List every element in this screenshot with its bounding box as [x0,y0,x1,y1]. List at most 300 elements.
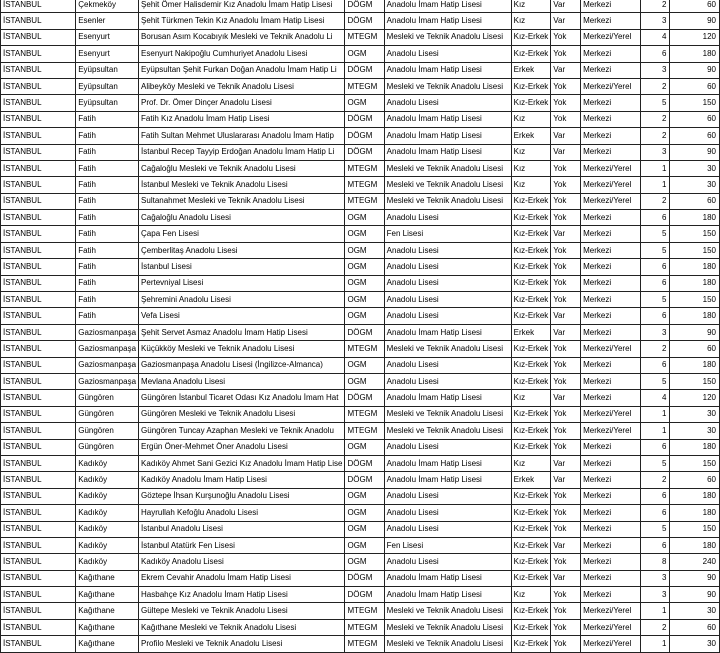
quota-cell: 180 [670,488,720,504]
directorate-cell: MTEGM [345,78,384,94]
school-type-cell: Mesleki ve Teknik Anadolu Lisesi [384,177,511,193]
school-type-cell: Anadolu İmam Hatip Lisesi [384,13,511,29]
school-type-cell: Anadolu Lisesi [384,439,511,455]
school-name-cell: Kadıköy Ahmet Sani Gezici Kız Anadolu İmam Hatip Lise [139,455,345,471]
district-cell: Kadıköy [76,455,139,471]
district-cell: Fatih [76,259,139,275]
province-cell: İSTANBUL [1,292,76,308]
class-count-cell: 3 [640,570,670,586]
school-type-cell: Anadolu Lisesi [384,373,511,389]
school-name-cell: Kağıthane Mesleki ve Teknik Anadolu Lisesi [139,619,345,635]
district-cell: Eyüpsultan [76,95,139,111]
province-cell: İSTANBUL [1,29,76,45]
directorate-cell: OGM [345,46,384,62]
table-row [1,423,720,439]
class-count-cell: 3 [640,324,670,340]
quota-cell: 90 [670,570,720,586]
placement-cell: Merkezi/Yerel [581,78,641,94]
table-row [1,242,720,258]
dormitory-cell: Yok [551,341,581,357]
placement-cell: Merkezi [581,259,641,275]
quota-cell: 90 [670,144,720,160]
table-row [1,29,720,45]
quota-cell: 150 [670,292,720,308]
province-cell: İSTANBUL [1,275,76,291]
district-cell: Güngören [76,439,139,455]
placement-cell: Merkezi [581,505,641,521]
dormitory-cell: Var [551,570,581,586]
quota-cell: 60 [670,619,720,635]
table-row [1,455,720,471]
gender-cell: Erkek [511,128,551,144]
school-type-cell: Fen Lisesi [384,537,511,553]
class-count-cell: 6 [640,275,670,291]
school-name-cell: Çapa Fen Lisesi [139,226,345,242]
dormitory-cell: Yok [551,505,581,521]
district-cell: Kadıköy [76,554,139,570]
directorate-cell: DÖGM [345,111,384,127]
gender-cell: Kız-Erkek [511,193,551,209]
directorate-cell: DÖGM [345,13,384,29]
province-cell: İSTANBUL [1,111,76,127]
class-count-cell: 2 [640,78,670,94]
table-row [1,373,720,389]
school-type-cell: Mesleki ve Teknik Anadolu Lisesi [384,423,511,439]
table-row [1,603,720,619]
province-cell: İSTANBUL [1,505,76,521]
province-cell: İSTANBUL [1,308,76,324]
dormitory-cell: Yok [551,521,581,537]
directorate-cell: OGM [345,357,384,373]
province-cell: İSTANBUL [1,521,76,537]
dormitory-cell: Yok [551,488,581,504]
placement-cell: Merkezi [581,210,641,226]
gender-cell: Kız-Erkek [511,46,551,62]
school-type-cell: Anadolu Lisesi [384,95,511,111]
district-cell: Fatih [76,193,139,209]
dormitory-cell: Var [551,390,581,406]
placement-cell: Merkezi [581,455,641,471]
dormitory-cell: Yok [551,636,581,652]
dormitory-cell: Yok [551,619,581,635]
quota-cell: 60 [670,111,720,127]
dormitory-cell: Var [551,13,581,29]
district-cell: Fatih [76,242,139,258]
dormitory-cell: Yok [551,373,581,389]
province-cell: İSTANBUL [1,62,76,78]
gender-cell: Kız-Erkek [511,29,551,45]
directorate-cell: DÖGM [345,128,384,144]
province-cell: İSTANBUL [1,570,76,586]
directorate-cell: MTEGM [345,160,384,176]
directorate-cell: OGM [345,308,384,324]
district-cell: Güngören [76,406,139,422]
school-name-cell: Güngören Tuncay Azaphan Mesleki ve Teknik Anadolu [139,423,345,439]
directorate-cell: OGM [345,521,384,537]
table-row [1,587,720,603]
province-cell: İSTANBUL [1,95,76,111]
class-count-cell: 5 [640,455,670,471]
placement-cell: Merkezi/Yerel [581,193,641,209]
dormitory-cell: Var [551,308,581,324]
class-count-cell: 2 [640,128,670,144]
quota-cell: 90 [670,62,720,78]
dormitory-cell: Yok [551,603,581,619]
school-type-cell: Anadolu İmam Hatip Lisesi [384,472,511,488]
school-name-cell: Sultanahmet Mesleki ve Teknik Anadolu Lisesi [139,193,345,209]
dormitory-cell: Yok [551,193,581,209]
directorate-cell: MTEGM [345,341,384,357]
placement-cell: Merkezi [581,95,641,111]
school-name-cell: Kadıköy Anadolu Lisesi [139,554,345,570]
province-cell: İSTANBUL [1,390,76,406]
district-cell: Gaziosmanpaşa [76,373,139,389]
gender-cell: Kız [511,13,551,29]
gender-cell: Erkek [511,324,551,340]
placement-cell: Merkezi [581,390,641,406]
district-cell: Fatih [76,226,139,242]
dormitory-cell: Yok [551,587,581,603]
quota-cell: 30 [670,423,720,439]
quota-cell: 60 [670,193,720,209]
district-cell: Kağıthane [76,587,139,603]
gender-cell: Kız-Erkek [511,570,551,586]
gender-cell: Erkek [511,62,551,78]
school-name-cell: İstanbul Atatürk Fen Lisesi [139,537,345,553]
dormitory-cell: Yok [551,259,581,275]
placement-cell: Merkezi [581,357,641,373]
province-cell: İSTANBUL [1,259,76,275]
district-cell: Fatih [76,308,139,324]
district-cell: Kağıthane [76,636,139,652]
school-name-cell: Prof. Dr. Ömer Dinçer Anadolu Lisesi [139,95,345,111]
school-name-cell: İstanbul Anadolu Lisesi [139,521,345,537]
table-row [1,505,720,521]
quota-cell: 60 [670,128,720,144]
province-cell: İSTANBUL [1,78,76,94]
dormitory-cell: Yok [551,357,581,373]
gender-cell: Kız-Erkek [511,439,551,455]
district-cell: Eyüpsultan [76,78,139,94]
gender-cell: Kız-Erkek [511,357,551,373]
province-cell: İSTANBUL [1,210,76,226]
school-name-cell: Cağaloğlu Anadolu Lisesi [139,210,345,226]
directorate-cell: OGM [345,373,384,389]
gender-cell: Kız-Erkek [511,210,551,226]
dormitory-cell: Yok [551,423,581,439]
placement-cell: Merkezi [581,521,641,537]
placement-cell: Merkezi/Yerel [581,406,641,422]
placement-cell: Merkezi [581,111,641,127]
placement-cell: Merkezi [581,46,641,62]
quota-cell: 90 [670,13,720,29]
dormitory-cell: Yok [551,292,581,308]
dormitory-cell: Yok [551,210,581,226]
dormitory-cell: Yok [551,177,581,193]
district-cell: Kadıköy [76,505,139,521]
table-row [1,111,720,127]
district-cell: Fatih [76,111,139,127]
placement-cell: Merkezi/Yerel [581,160,641,176]
school-type-cell: Anadolu İmam Hatip Lisesi [384,587,511,603]
school-type-cell: Anadolu Lisesi [384,554,511,570]
school-type-cell: Anadolu Lisesi [384,521,511,537]
table-row [1,357,720,373]
placement-cell: Merkezi/Yerel [581,603,641,619]
table-row [1,636,720,652]
dormitory-cell: Yok [551,111,581,127]
class-count-cell: 5 [640,521,670,537]
quota-cell: 180 [670,537,720,553]
province-cell: İSTANBUL [1,357,76,373]
placement-cell: Merkezi [581,242,641,258]
directorate-cell: OGM [345,226,384,242]
school-name-cell: Çemberlitaş Anadolu Lisesi [139,242,345,258]
class-count-cell: 2 [640,193,670,209]
dormitory-cell: Yok [551,406,581,422]
district-cell: Fatih [76,128,139,144]
province-cell: İSTANBUL [1,455,76,471]
placement-cell: Merkezi [581,472,641,488]
school-name-cell: Pertevniyal Lisesi [139,275,345,291]
school-type-cell: Anadolu İmam Hatip Lisesi [384,390,511,406]
province-cell: İSTANBUL [1,144,76,160]
dormitory-cell: Yok [551,78,581,94]
class-count-cell: 3 [640,62,670,78]
directorate-cell: OGM [345,292,384,308]
table-row [1,292,720,308]
directorate-cell: OGM [345,275,384,291]
directorate-cell: OGM [345,242,384,258]
quota-cell: 150 [670,226,720,242]
table-row [1,406,720,422]
directorate-cell: MTEGM [345,177,384,193]
school-type-cell: Anadolu Lisesi [384,242,511,258]
province-cell: İSTANBUL [1,472,76,488]
class-count-cell: 4 [640,390,670,406]
dormitory-cell: Yok [551,275,581,291]
placement-cell: Merkezi [581,439,641,455]
district-cell: Çekmeköy [76,0,139,13]
gender-cell: Kız-Erkek [511,95,551,111]
district-cell: Gaziosmanpaşa [76,357,139,373]
gender-cell: Kız-Erkek [511,259,551,275]
province-cell: İSTANBUL [1,554,76,570]
dormitory-cell: Yok [551,160,581,176]
province-cell: İSTANBUL [1,341,76,357]
placement-cell: Merkezi [581,373,641,389]
district-cell: Kağıthane [76,570,139,586]
province-cell: İSTANBUL [1,177,76,193]
placement-cell: Merkezi [581,128,641,144]
school-name-cell: Kadıköy Anadolu İmam Hatip Lisesi [139,472,345,488]
dormitory-cell: Yok [551,95,581,111]
gender-cell: Kız-Erkek [511,505,551,521]
province-cell: İSTANBUL [1,636,76,652]
table-row [1,439,720,455]
province-cell: İSTANBUL [1,128,76,144]
province-cell: İSTANBUL [1,13,76,29]
district-cell: Esenyurt [76,29,139,45]
directorate-cell: MTEGM [345,193,384,209]
school-name-cell: Gültepe Mesleki ve Teknik Anadolu Lisesi [139,603,345,619]
district-cell: Eyüpsultan [76,62,139,78]
quota-cell: 180 [670,439,720,455]
gender-cell: Kız-Erkek [511,292,551,308]
class-count-cell: 6 [640,308,670,324]
quota-cell: 60 [670,341,720,357]
gender-cell: Kız-Erkek [511,226,551,242]
school-name-cell: Fatih Kız Anadolu İmam Hatip Lisesi [139,111,345,127]
school-name-cell: Güngören İstanbul Ticaret Odası Kız Anadolu İmam Hat [139,390,345,406]
table-row [1,193,720,209]
gender-cell: Kız-Erkek [511,78,551,94]
school-type-cell: Anadolu Lisesi [384,505,511,521]
class-count-cell: 5 [640,95,670,111]
district-cell: Kadıköy [76,472,139,488]
school-name-cell: Şehit Ömer Halisdemir Kız Anadolu İmam Hatip Lisesi [139,0,345,13]
dormitory-cell: Yok [551,46,581,62]
table-row [1,144,720,160]
placement-cell: Merkezi/Yerel [581,636,641,652]
school-type-cell: Anadolu İmam Hatip Lisesi [384,144,511,160]
quota-cell: 180 [670,275,720,291]
directorate-cell: MTEGM [345,29,384,45]
gender-cell: Kız [511,160,551,176]
gender-cell: Kız-Erkek [511,406,551,422]
placement-cell: Merkezi [581,587,641,603]
gender-cell: Kız [511,111,551,127]
class-count-cell: 6 [640,439,670,455]
directorate-cell: MTEGM [345,636,384,652]
placement-cell: Merkezi [581,537,641,553]
gender-cell: Kız [511,455,551,471]
school-type-cell: Anadolu Lisesi [384,308,511,324]
school-type-cell: Mesleki ve Teknik Anadolu Lisesi [384,636,511,652]
class-count-cell: 2 [640,0,670,13]
gender-cell: Kız-Erkek [511,373,551,389]
class-count-cell: 5 [640,373,670,389]
school-name-cell: Ekrem Cevahir Anadolu İmam Hatip Lisesi [139,570,345,586]
quota-cell: 180 [670,46,720,62]
district-cell: Kadıköy [76,521,139,537]
dormitory-cell: Var [551,537,581,553]
school-name-cell: İstanbul Mesleki ve Teknik Anadolu Lisesi [139,177,345,193]
directorate-cell: OGM [345,95,384,111]
quota-cell: 180 [670,357,720,373]
province-cell: İSTANBUL [1,587,76,603]
quota-cell: 150 [670,95,720,111]
directorate-cell: OGM [345,210,384,226]
directorate-cell: DÖGM [345,472,384,488]
quota-cell: 180 [670,259,720,275]
table-row [1,554,720,570]
quota-cell: 120 [670,29,720,45]
gender-cell: Kız-Erkek [511,521,551,537]
quota-cell: 150 [670,521,720,537]
class-count-cell: 6 [640,210,670,226]
directorate-cell: OGM [345,537,384,553]
school-type-cell: Anadolu Lisesi [384,357,511,373]
dormitory-cell: Var [551,128,581,144]
gender-cell: Kız-Erkek [511,423,551,439]
school-name-cell: Cağaloğlu Mesleki ve Teknik Anadolu Lisesi [139,160,345,176]
district-cell: Fatih [76,210,139,226]
placement-cell: Merkezi [581,62,641,78]
class-count-cell: 3 [640,144,670,160]
dormitory-cell: Var [551,472,581,488]
quota-cell: 240 [670,554,720,570]
gender-cell: Kız-Erkek [511,636,551,652]
school-name-cell: Hayrullah Kefoğlu Anadolu Lisesi [139,505,345,521]
province-cell: İSTANBUL [1,488,76,504]
quota-cell: 90 [670,324,720,340]
directorate-cell: OGM [345,505,384,521]
quota-cell: 150 [670,373,720,389]
gender-cell: Kız [511,144,551,160]
quota-cell: 30 [670,603,720,619]
table-row [1,341,720,357]
gender-cell: Kız-Erkek [511,308,551,324]
directorate-cell: DÖGM [345,62,384,78]
quota-cell: 60 [670,472,720,488]
table-row [1,324,720,340]
school-type-cell: Anadolu Lisesi [384,292,511,308]
school-name-cell: Fatih Sultan Mehmet Uluslararası Anadolu İmam Hatip [139,128,345,144]
province-cell: İSTANBUL [1,193,76,209]
school-type-cell: Mesleki ve Teknik Anadolu Lisesi [384,603,511,619]
district-cell: Kadıköy [76,488,139,504]
province-cell: İSTANBUL [1,226,76,242]
table-row [1,259,720,275]
directorate-cell: DÖGM [345,570,384,586]
school-name-cell: Göztepe İhsan Kurşunoğlu Anadolu Lisesi [139,488,345,504]
school-type-cell: Fen Lisesi [384,226,511,242]
school-name-cell: Eyüpsultan Şehit Furkan Doğan Anadolu İmam Hatip Li [139,62,345,78]
school-name-cell: Şehremini Anadolu Lisesi [139,292,345,308]
table-row [1,308,720,324]
district-cell: Fatih [76,160,139,176]
quota-cell: 30 [670,177,720,193]
table-row [1,62,720,78]
table-row [1,488,720,504]
province-cell: İSTANBUL [1,373,76,389]
dormitory-cell: Var [551,455,581,471]
district-cell: Kağıthane [76,603,139,619]
quota-cell: 180 [670,505,720,521]
school-name-cell: Mevlana Anadolu Lisesi [139,373,345,389]
table-row [1,210,720,226]
quota-cell: 30 [670,406,720,422]
class-count-cell: 5 [640,226,670,242]
class-count-cell: 2 [640,472,670,488]
dormitory-cell: Var [551,62,581,78]
class-count-cell: 5 [640,292,670,308]
school-type-cell: Anadolu İmam Hatip Lisesi [384,62,511,78]
province-cell: İSTANBUL [1,537,76,553]
directorate-cell: DÖGM [345,324,384,340]
directorate-cell: DÖGM [345,587,384,603]
school-name-cell: Vefa Lisesi [139,308,345,324]
directorate-cell: DÖGM [345,144,384,160]
school-type-cell: Anadolu Lisesi [384,210,511,226]
directorate-cell: OGM [345,259,384,275]
school-type-cell: Anadolu Lisesi [384,275,511,291]
table-row [1,95,720,111]
placement-cell: Merkezi [581,144,641,160]
school-name-cell: Borusan Asım Kocabıyık Mesleki ve Teknik Anadolu Li [139,29,345,45]
placement-cell: Merkezi [581,308,641,324]
